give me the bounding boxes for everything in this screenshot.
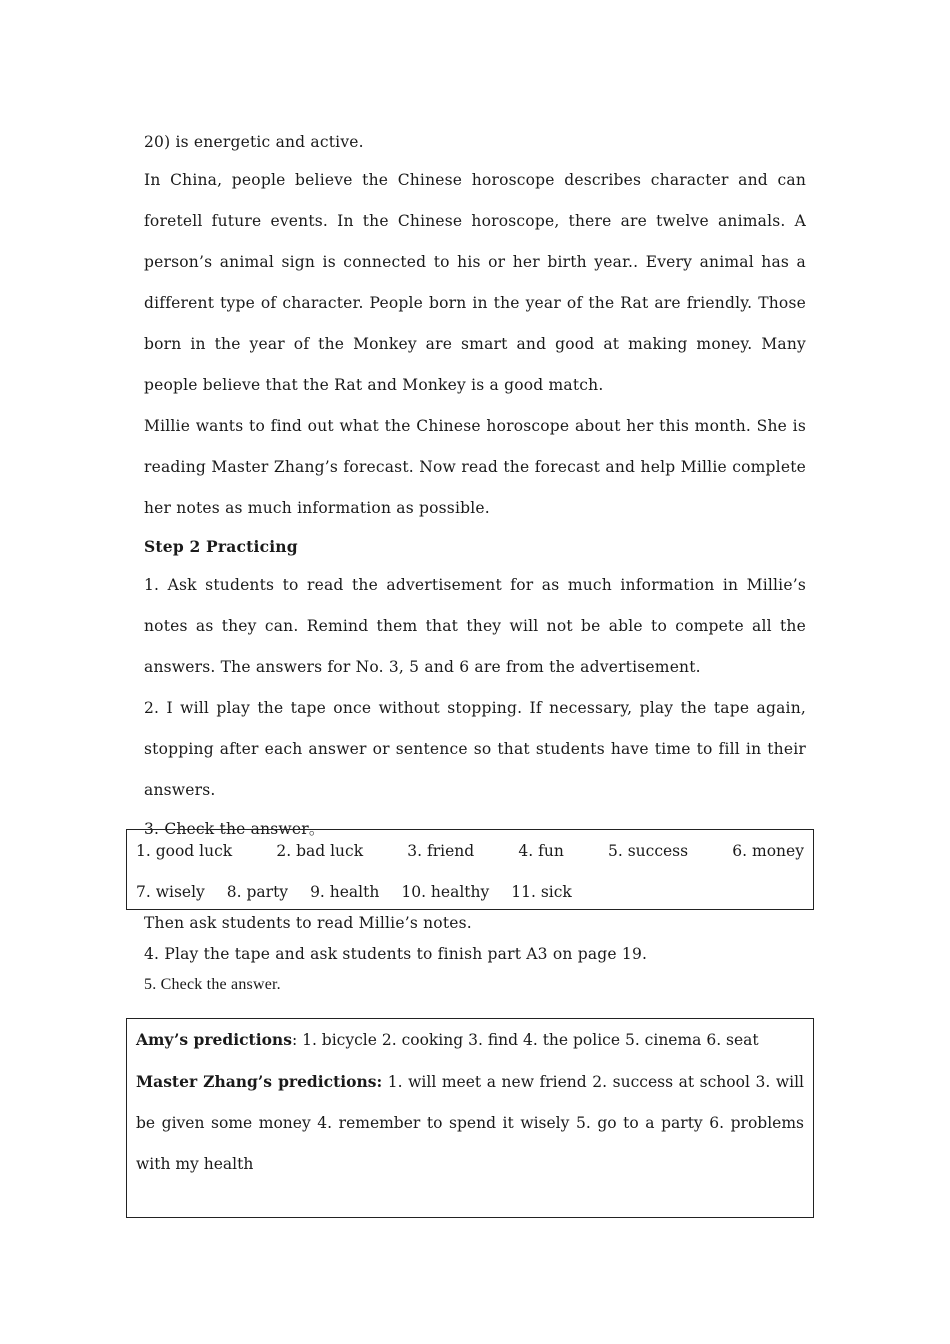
answer-11: 11. sick [511,882,572,901]
intro-continued: 20) is energetic and active. [144,133,364,151]
amy-text: : 1. bicycle 2. cooking 3. find 4. the police 5. cinema 6. seat [291,1031,759,1049]
document-body [144,124,806,847]
answer-row-2 [136,871,804,912]
play-tape-line: 4. Play the tape and ask students to finish part A3 on page 19. [144,945,648,963]
amy-label: Amy’s predictions [136,1030,292,1049]
step-item-1: 1. Ask students to read the advertisement for as much information in Millie’s notes as they can. Remind them that they will not be able to compete all the answers. The answers for No. 3, 5 and 6 are from the advertisement. [144,576,806,676]
answer-4: 4. fun [518,841,564,860]
step-item-2: 2. I will play the tape once without stopping. If necessary, play the tape again, stopping after each answer or sentence so that students have time to fill in their answers. [144,699,806,799]
zhang-predictions [136,1061,804,1185]
answer-7: 7. wisely [136,882,205,901]
then-ask-line: Then ask students to read Millie’s notes. [144,914,472,932]
after-box-1 [144,910,806,1003]
zhang-text: 1. will meet a new friend 2. success at school 3. will be given some money 4. remember to spend it wisely 5. go to a party 6. problems with my health [136,1073,804,1173]
answer-5: 5. success [608,841,689,860]
answer-2: 2. bad luck [276,841,364,860]
zhang-label: Master Zhang’s predictions: [136,1072,383,1091]
answer-box-2 [126,1018,814,1218]
answer-10: 10. healthy [401,882,490,901]
answer-3: 3. friend [407,841,475,860]
answer-9: 9. health [310,882,380,901]
answer-8: 8. party [226,882,289,901]
step-item-3: 3. Check the answer。 [144,820,325,838]
answer-6: 6. money [732,841,804,860]
paragraph-horoscope: In China, people believe the Chinese horoscope describes character and can foretell future events. In the Chinese horoscope, there are twelve animals. A person’s animal sign is connected to his or her birth year.. Every animal has a different type of character. People born in the year of the Rat are friendly. Those born in the year of the Monkey are smart and good at making money. Many people believe that the Rat and Monkey is a good match. [144,171,806,394]
paragraph-millie: Millie wants to find out what the Chinese horoscope about her this month. She is reading Master Zhang’s forecast. Now read the forecast and help Millie complete her notes as much information as possible. [144,417,806,517]
answer-box-1 [126,829,814,910]
answer-row-1 [136,830,804,871]
step2-heading: Step 2 Practicing [144,537,298,556]
check-answer-line: 5. Check the answer. [144,976,281,993]
amy-predictions [136,1019,804,1061]
answer-1: 1. good luck [136,841,233,860]
